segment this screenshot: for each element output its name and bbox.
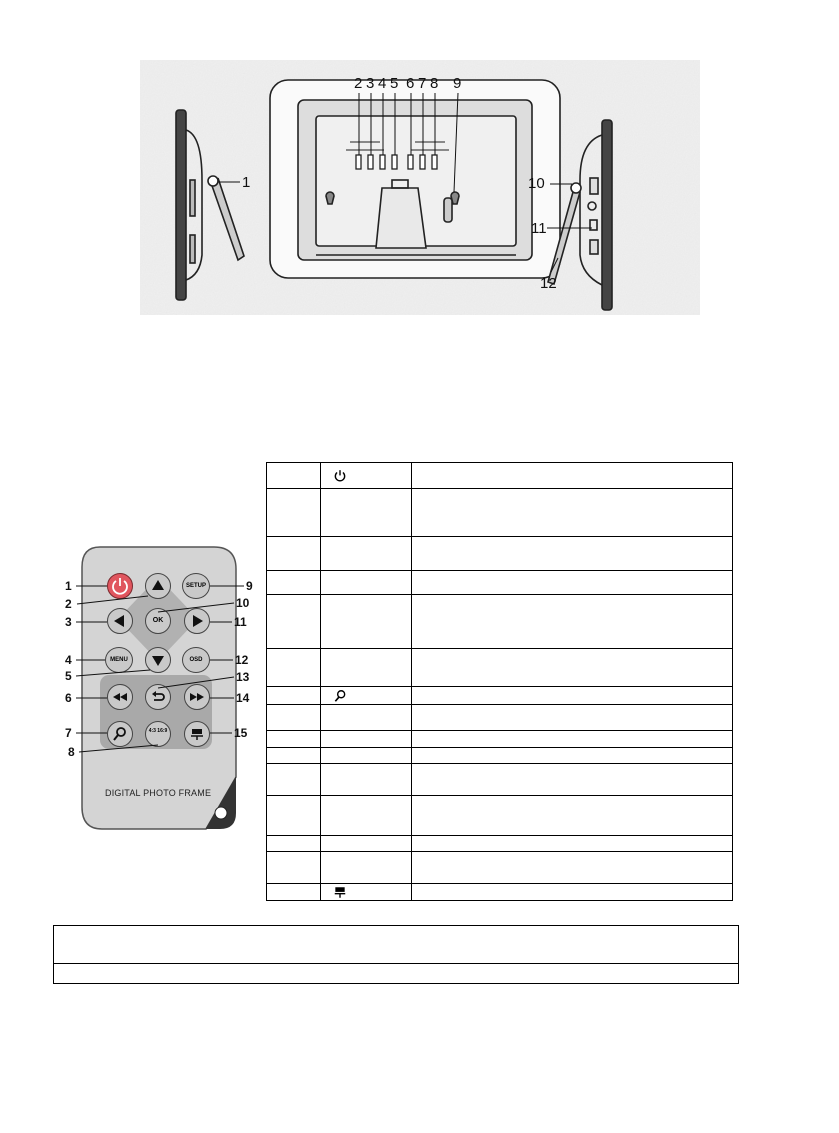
table-row (267, 764, 733, 796)
table-row (267, 571, 733, 595)
remote-callout-10: 10 (236, 596, 250, 610)
aspect-ratio-label: 4:3 16:9 (148, 728, 168, 734)
frame-callout-2: 2 (354, 75, 363, 92)
slideshow-icon (333, 886, 347, 899)
remote-callout-15: 15 (234, 726, 248, 740)
table-row (267, 852, 733, 884)
frame-callout-12: 12 (540, 275, 557, 292)
note-box (53, 925, 739, 984)
remote-callout-5: 5 (65, 669, 72, 683)
menu-label: MENU (110, 657, 128, 663)
key-function-table (266, 462, 733, 901)
frame-callout-10: 10 (528, 175, 545, 192)
frame-callout-1: 1 (242, 174, 251, 191)
table-row (267, 537, 733, 571)
remote-callout-8: 8 (68, 745, 75, 759)
remote-brand-text: DIGITAL PHOTO FRAME (105, 788, 212, 798)
setup-label: SETUP (185, 583, 206, 589)
table-row (267, 687, 733, 705)
remote-callout-2: 2 (65, 597, 72, 611)
frame-callout-7: 7 (418, 75, 427, 92)
frame-callout-11: 11 (531, 220, 547, 237)
remote-callout-1: 1 (65, 579, 72, 593)
table-row (267, 836, 733, 852)
remote-callout-9: 9 (246, 579, 253, 593)
table-row (267, 595, 733, 649)
table-row (267, 649, 733, 687)
remote-callout-14: 14 (236, 691, 250, 705)
table-row (267, 705, 733, 731)
remote-callout-13: 13 (236, 670, 250, 684)
frame-callout-8: 8 (430, 75, 439, 92)
table-row (267, 731, 733, 748)
frame-callout-4: 4 (378, 75, 387, 92)
frame-callout-5: 5 (390, 75, 399, 92)
remote-callout-6: 6 (65, 691, 72, 705)
frame-callout-3: 3 (366, 75, 375, 92)
power-icon (333, 469, 347, 483)
remote-callout-7: 7 (65, 726, 72, 740)
remote-callout-12: 12 (235, 653, 249, 667)
frame-callout-6: 6 (406, 75, 415, 92)
zoom-icon (333, 689, 347, 703)
remote-callout-11: 11 (234, 615, 247, 629)
ok-label: OK (152, 617, 164, 624)
remote-callout-3: 3 (65, 615, 72, 629)
table-row (267, 884, 733, 901)
table-row (267, 748, 733, 764)
remote-callout-4: 4 (65, 653, 72, 667)
osd-label: OSD (189, 657, 203, 663)
note-divider (54, 963, 738, 964)
table-row (267, 489, 733, 537)
table-row (267, 463, 733, 489)
table-row (267, 796, 733, 836)
frame-callout-9: 9 (453, 75, 462, 92)
